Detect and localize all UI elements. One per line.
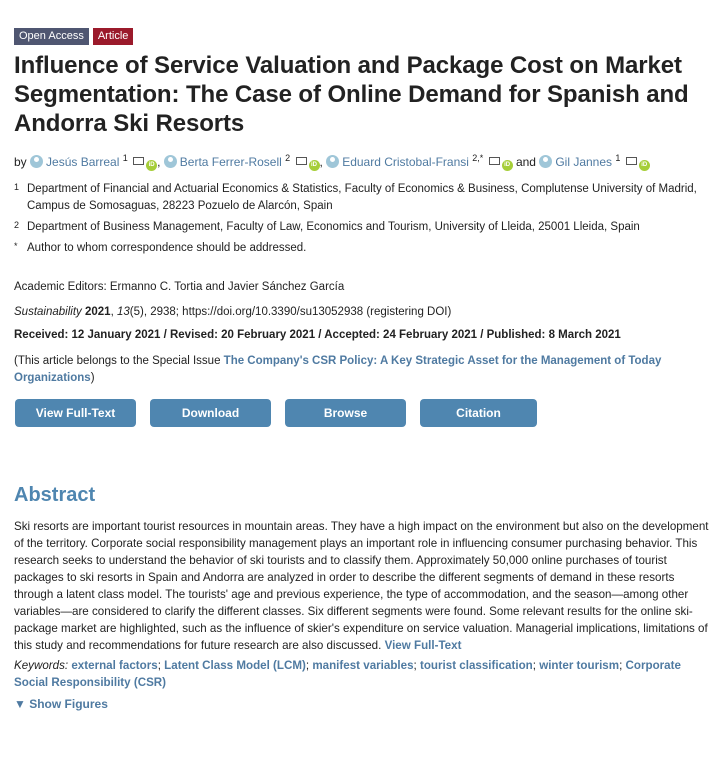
affiliation-number: 1 <box>14 182 20 192</box>
email-icon[interactable] <box>296 157 307 165</box>
affiliation-item <box>14 181 711 215</box>
download-pdf-button[interactable]: Download PDF <box>150 399 271 427</box>
abstract-text: Ski resorts are important tourist resources in mountain areas. They have a high impact on the environment but also on the development of the territory. Corporate social responsibility management plays an important role in influencing consumer purchasing behavior. This research seeks to understand the behavior of ski tourists and to classify them. Approximately 50,000 online purchases of tourist packages to ski resorts in Spain and Andorra are analyzed in order to describe the different segments of demand in these resorts through a latent class model. The tourists' age and previous experience, the type of accommodation, and the season—among other variables—are considered to clarify the different classes. Six different segments were found. Some relevant results for the online ski-package market are highlighted, such as the influence of skier's expenditure on service valuation. Managerial implications, limitations of this study and recommendations for future research are also discussed. <box>14 520 709 652</box>
browse-figures-button[interactable]: Browse Figures <box>285 399 406 427</box>
author-link-ferrer-rosell[interactable]: Berta Ferrer-Rosell <box>179 155 282 169</box>
affiliation-number: 2 <box>14 220 20 230</box>
abstract-heading: Abstract <box>14 484 96 506</box>
badges <box>14 28 711 45</box>
keywords-label: Keywords: <box>14 659 69 672</box>
citation-export-button[interactable]: Citation Export <box>420 399 537 427</box>
action-buttons <box>15 399 711 448</box>
citation-rest: , 2938; https://doi.org/10.3390/su13052938 (registering DOI) <box>143 306 452 318</box>
author-affil-sup: 2 <box>285 153 291 163</box>
author-affil-sup: 1 <box>615 153 621 163</box>
show-figures-toggle[interactable]: ▼ Show Figures <box>14 697 108 711</box>
academic-editors: Academic Editors: Ermanno C. Tortia and Javier Sánchez García <box>14 281 345 293</box>
article-type-badge: Article <box>93 28 134 45</box>
special-issue-suffix: ) <box>90 372 95 384</box>
journal-name: Sustainability <box>14 306 82 318</box>
citation-line: Sustainability 2021, 13(5), 2938; https://doi.org/10.3390/su13052938 (registering DOI) <box>14 306 452 318</box>
orcid-icon[interactable]: iD <box>502 160 513 171</box>
author-affil-sup: 2,* <box>472 153 484 163</box>
orcid-icon[interactable]: iD <box>146 160 157 171</box>
view-full-text-button[interactable]: View Full-Text <box>15 399 136 427</box>
special-issue-link[interactable]: The Company's CSR Policy: A Key Strategic Asset for the Management of Today Organizations <box>14 355 662 384</box>
by-label: by <box>14 155 27 169</box>
keywords: Keywords: external factors; Latent Class Model (LCM); manifest variables; tourist classification; winter tourism; Corporate Social Responsibility (CSR) <box>14 659 681 689</box>
keyword-link[interactable]: external factors <box>71 659 158 672</box>
author-avatar-icon <box>30 155 43 168</box>
email-icon[interactable] <box>489 157 500 165</box>
keyword-link[interactable]: winter tourism <box>539 659 620 672</box>
special-issue-prefix: (This article belongs to the Special Issue <box>14 355 224 367</box>
and-label: and <box>515 155 536 169</box>
keyword-link[interactable]: manifest variables <box>312 659 414 672</box>
orcid-icon[interactable]: iD <box>309 160 320 171</box>
author-avatar-icon <box>164 155 177 168</box>
email-icon[interactable] <box>626 157 637 165</box>
keyword-link[interactable]: tourist classification <box>419 659 533 672</box>
affiliation-number: * <box>14 241 18 251</box>
author-avatar-icon <box>539 155 552 168</box>
article-title: Influence of Service Valuation and Package Cost on Market Segmentation: The Case of Online Demand for Spanish and Andorra Ski Resorts <box>14 52 689 137</box>
author-link-cristobal-fransi[interactable]: Eduard Cristobal-Fransi <box>342 155 469 169</box>
citation-issue: (5) <box>129 306 144 318</box>
keyword-link[interactable]: Corporate Social Responsibility (CSR) <box>14 659 681 689</box>
publication-dates: Received: 12 January 2021 / Revised: 20 February 2021 / Accepted: 24 February 2021 / Published: 8 March 2021 <box>14 329 621 341</box>
author-link-jannes[interactable]: Gil Jannes <box>555 155 613 169</box>
affiliations <box>14 181 711 257</box>
affiliation-text: Department of Financial and Actuarial Economics & Statistics, Faculty of Economics & Business, Complutense University of Madrid, Campus de Somosaguas, 28223 Pozuelo de Alarcón, Spain <box>27 183 697 212</box>
view-full-text-link[interactable]: View Full-Text <box>384 639 462 652</box>
affiliation-text: Author to whom correspondence should be addressed. <box>27 242 307 254</box>
affiliation-text: Department of Business Management, Faculty of Law, Economics and Tourism, University of Lleida, 25001 Lleida, Spain <box>27 221 640 233</box>
authors-line: by Jesús Barreal $^1$ iD , Berta Ferrer-Rosell $^2$ iD , Eduard Cristobal-Fransi $^{2,*}$ iD and Gil Jannes $^1$ iD <box>14 154 711 171</box>
affiliation-item <box>14 219 711 236</box>
email-icon[interactable] <box>133 157 144 165</box>
citation-year: 2021 <box>84 306 111 318</box>
affiliation-item <box>14 240 711 257</box>
citation-volume: 13 <box>116 306 130 318</box>
open-access-badge[interactable]: Open Access <box>14 28 89 45</box>
author-affil-sup: 1 <box>122 153 128 163</box>
special-issue-note <box>14 353 711 387</box>
author-avatar-icon <box>326 155 339 168</box>
orcid-icon[interactable]: iD <box>639 160 650 171</box>
author-link-barreal[interactable]: Jesús Barreal <box>46 155 120 169</box>
keyword-link[interactable]: Latent Class Model (LCM) <box>164 659 306 672</box>
abstract-body <box>14 518 711 654</box>
